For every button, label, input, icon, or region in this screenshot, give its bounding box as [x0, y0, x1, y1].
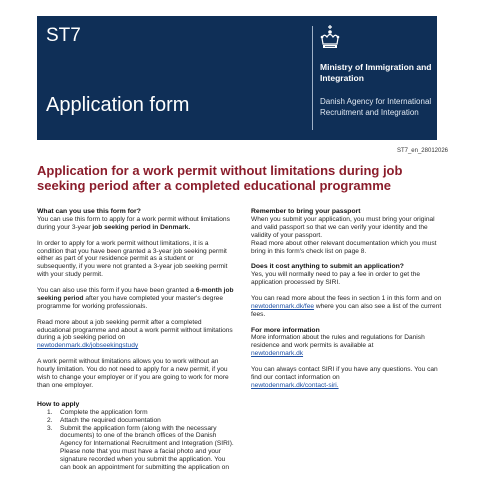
form-code: ST7 — [46, 25, 81, 46]
crown-icon — [319, 24, 341, 54]
left-column — [37, 208, 235, 472]
paragraph-work-permit: A work permit without limitations allows you to work without an hourly limitation. You do not need to apply for a new permit, if you wish to change your employer or if you are going to work for more than one employer. — [37, 358, 229, 389]
paragraph-six-month: You can also use this form if you have been granted a 6-month job seeking period after you have completed your master's degree programme for working professionals. — [37, 287, 234, 310]
section-heading-how-to-apply: How to apply — [37, 400, 80, 408]
section-heading-passport: Remember to bring your passport — [251, 208, 361, 215]
page-title: Application for a work permit without limitations during job seeking period after a completed educational programme — [37, 163, 403, 193]
paragraph-purpose: You can use this form to apply for a work permit without limitations during your 3-year job seeking period in Denmark. — [37, 215, 230, 231]
link-jobseekingstudy[interactable]: newtodenmark.dk/jobseekingstudy — [37, 342, 139, 350]
link-fee[interactable]: newtodenmark.dk/fee — [251, 302, 315, 310]
header-banner — [37, 16, 437, 140]
paragraph-condition: In order to apply for a work permit without limitations, it is a condition that you have been granted a 3-year job seeking permit either as part of your residence permit as a student or subsequently, if you were not granted a 3-year job seeking permit with your study permit. — [37, 239, 228, 279]
steps-list — [37, 409, 235, 472]
list-item: 2. Attach the required documentation — [47, 416, 161, 424]
paragraph-more-info: More information about the rules and regulations for Danish residence and work permits is available at newtodenmark.dk — [251, 334, 425, 358]
agency-name: Danish Agency for International Recruitment and Integration — [320, 97, 432, 117]
section-heading-fee: Does it cost anything to submit an application? — [251, 263, 404, 271]
paragraph-fee-link: You can read more about the fees in section 1 in this form and on newtodenmark.dk/fee where you can also see a list of the current fees. — [251, 294, 442, 318]
paragraph-read-more: Read more about a job seeking permit after a completed educational programme and about a work permit without limitations during a job seeking period on newtodenmark.dk/jobseekingstudy — [37, 318, 233, 350]
paragraph-passport: When you submit your application, you must bring your original and valid passport so that we can verify your identity and the validity of your passport. — [251, 215, 435, 239]
paragraph-fee: Yes, you will normally need to pay a fee in order to get the application processed by SIRI. — [251, 271, 421, 287]
list-item: 1. Complete the application form — [47, 408, 148, 416]
paragraph-contact: You can always contact SIRI if you have any questions. You can find our contact information on newtodenmark.dk/contact-siri. — [251, 366, 438, 389]
right-column — [251, 208, 445, 398]
section-heading-more-info: For more information — [251, 326, 320, 334]
section-heading-purpose: What can you use this form for? — [37, 208, 141, 215]
document-id: ST7_en_28012026 — [396, 148, 448, 154]
paragraph-checklist: Read more about other relevant documentation which you must bring in this form's check list on page 8. — [251, 239, 437, 255]
link-contact-siri[interactable]: newtodenmark.dk/contact-siri. — [251, 381, 339, 389]
banner-divider — [312, 26, 313, 130]
link-newtodenmark[interactable]: newtodenmark.dk — [251, 350, 304, 358]
list-item: 3. Submit the application form (along with the necessary documents) to one of the branch offices of the Danish Agency for International Recruitment and Integration (SIRI). Please note that you must have a facial photo and your signature recorded when you submit the application. You can book an appointment for submitting the application on — [47, 424, 234, 472]
ministry-name: Ministry of Immigration and Integration — [320, 62, 432, 83]
form-type-title: Application form — [46, 94, 190, 116]
